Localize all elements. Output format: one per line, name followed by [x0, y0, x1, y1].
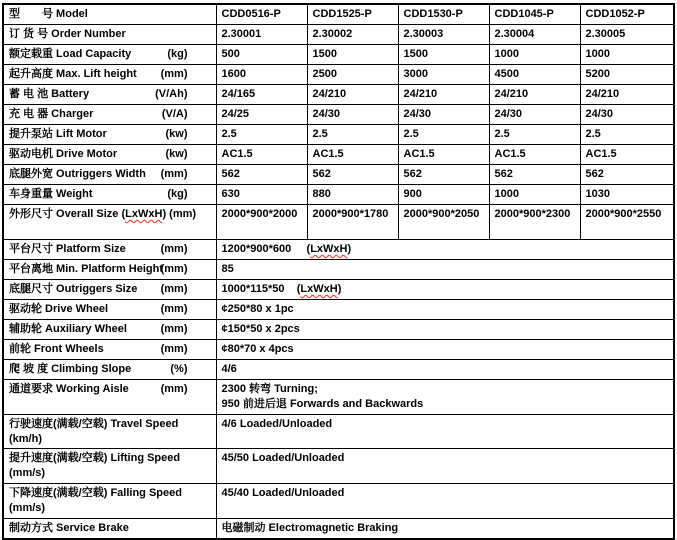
table-row-max-lift-height — [3, 65, 674, 85]
label-line — [9, 451, 214, 466]
value-text-outriggers-size-misspelled: LxWxH — [300, 283, 338, 295]
label-line — [9, 466, 214, 481]
value-load-capacity-col2: 1500 — [307, 45, 398, 65]
value-outriggers-width-col1: 562 — [216, 165, 307, 185]
value-order-number-col5: 2.30005 — [580, 25, 674, 45]
table-row-model — [3, 4, 674, 25]
row-label-battery — [3, 85, 216, 105]
label-text-charger: 充 电 器 Charger — [9, 108, 94, 120]
value-line — [222, 262, 672, 277]
value-falling-speed — [216, 484, 674, 519]
row-label-charger — [3, 105, 216, 125]
unit-label-load-capacity: (kg) — [167, 48, 188, 60]
unit-label-climbing-slope: (%) — [170, 363, 188, 375]
value-lift-motor-col1: 2.5 — [216, 125, 307, 145]
row-label-drive-wheel — [3, 300, 216, 320]
row-label-outriggers-width — [3, 165, 216, 185]
value-battery-col1: 24/165 — [216, 85, 307, 105]
row-label-climbing-slope — [3, 360, 216, 380]
row-label-drive-motor — [3, 145, 216, 165]
value-model-col1: CDD0516-P — [216, 4, 307, 25]
value-text-working-aisle: 2300 转弯 Turning; — [221, 383, 318, 395]
value-battery-col5: 24/210 — [580, 85, 674, 105]
table-row-drive-wheel — [3, 300, 674, 320]
label-text-service-brake: 制动方式 Service Brake — [9, 522, 129, 534]
label-text-auxiliary-wheel: 辅助轮 Auxiliary Wheel — [9, 323, 127, 335]
spec-table-body — [3, 4, 674, 539]
value-line — [222, 342, 672, 357]
value-text-front-wheels: ¢80*70 x 4pcs — [221, 343, 294, 355]
value-front-wheels — [216, 340, 674, 360]
value-outriggers-width-col5: 562 — [580, 165, 674, 185]
label-line — [9, 501, 214, 516]
label-text-model: 型 号 Model — [9, 8, 88, 20]
value-text-platform-size-misspelled: LxWxH — [310, 243, 348, 255]
value-drive-wheel — [216, 300, 674, 320]
label-text-overall-size: 外形尺寸 Overall Size ( — [9, 208, 126, 220]
row-label-outriggers-size — [3, 280, 216, 300]
value-text-lifting-speed: 45/50 Loaded/Unloaded — [221, 452, 345, 464]
unit-label-working-aisle: (mm) — [160, 383, 188, 395]
value-drive-motor-col2: AC1.5 — [307, 145, 398, 165]
value-lift-motor-col5: 2.5 — [580, 125, 674, 145]
label-text-falling-speed: (mm/s) — [9, 502, 46, 514]
table-row-weight — [3, 185, 674, 205]
value-order-number-col2: 2.30002 — [307, 25, 398, 45]
label-text-falling-speed: 下降速度(满载/空载) Falling Speed — [9, 487, 182, 499]
unit-label-front-wheels: (mm) — [160, 343, 188, 355]
value-line — [222, 451, 672, 466]
value-order-number-col3: 2.30003 — [398, 25, 489, 45]
unit-label-drive-wheel: (mm) — [160, 303, 188, 315]
label-text-outriggers-size: 底腿尺寸 Outriggers Size — [9, 283, 138, 295]
table-row-outriggers-size — [3, 280, 674, 300]
value-max-lift-height-col1: 1600 — [216, 65, 307, 85]
unit-label-max-lift-height: (mm) — [160, 68, 188, 80]
label-line — [9, 7, 214, 22]
value-model-col5: CDD1052-P — [580, 4, 674, 25]
value-travel-speed — [216, 415, 674, 449]
label-line — [9, 207, 214, 222]
label-text-load-capacity: 额定载重 Load Capacity — [9, 48, 132, 60]
value-line — [222, 322, 672, 337]
label-text-lifting-speed: (mm/s) — [9, 467, 46, 479]
value-weight-col2: 880 — [307, 185, 398, 205]
value-load-capacity-col1: 500 — [216, 45, 307, 65]
value-text-service-brake: 电磁制动 Electromagnetic Braking — [221, 522, 399, 534]
value-max-lift-height-col4: 4500 — [489, 65, 580, 85]
label-line — [9, 486, 214, 501]
value-text-working-aisle: 950 前进后退 Forwards and Backwards — [221, 398, 424, 410]
value-battery-col2: 24/210 — [307, 85, 398, 105]
value-text-outriggers-size: 1000*115*50 ( — [221, 283, 301, 295]
table-row-platform-size — [3, 240, 674, 260]
unit-label-charger: (V/A) — [161, 108, 188, 120]
unit-label-outriggers-size: (mm) — [160, 283, 188, 295]
value-outriggers-width-col4: 562 — [489, 165, 580, 185]
table-row-lift-motor — [3, 125, 674, 145]
value-line — [222, 486, 672, 501]
value-outriggers-size — [216, 280, 674, 300]
value-text-drive-wheel: ¢250*80 x 1pc — [221, 303, 294, 315]
value-line — [222, 242, 672, 257]
value-auxiliary-wheel — [216, 320, 674, 340]
value-line — [222, 397, 672, 412]
value-platform-size — [216, 240, 674, 260]
value-text-climbing-slope: 4/6 — [221, 363, 237, 375]
value-model-col4: CDD1045-P — [489, 4, 580, 25]
label-text-max-lift-height: 起升高度 Max. Lift height — [9, 68, 137, 80]
label-line — [9, 27, 214, 42]
value-text-outriggers-size: ) — [337, 283, 342, 295]
value-weight-col4: 1000 — [489, 185, 580, 205]
unit-label-platform-size: (mm) — [160, 243, 188, 255]
value-charger-col4: 24/30 — [489, 105, 580, 125]
value-max-lift-height-col3: 3000 — [398, 65, 489, 85]
value-max-lift-height-col2: 2500 — [307, 65, 398, 85]
value-load-capacity-col4: 1000 — [489, 45, 580, 65]
unit-label-min-platform-height: (mm) — [160, 263, 188, 275]
label-text-lift-motor: 提升泵站 Lift Motor — [9, 128, 107, 140]
label-text-platform-size: 平台尺寸 Platform Size — [9, 243, 126, 255]
value-charger-col5: 24/30 — [580, 105, 674, 125]
label-text-weight: 车身重量 Weight — [9, 188, 93, 200]
table-row-lifting-speed — [3, 449, 674, 484]
value-line — [222, 282, 672, 297]
table-row-front-wheels — [3, 340, 674, 360]
unit-label-outriggers-width: (mm) — [160, 168, 188, 180]
label-text-working-aisle: 通道要求 Working Aisle — [9, 383, 129, 395]
table-row-falling-speed — [3, 484, 674, 519]
unit-label-lift-motor: (kw) — [165, 128, 188, 140]
value-order-number-col1: 2.30001 — [216, 25, 307, 45]
value-text-auxiliary-wheel: ¢150*50 x 2pcs — [221, 323, 300, 335]
value-battery-col4: 24/210 — [489, 85, 580, 105]
row-label-model — [3, 4, 216, 25]
table-row-order-number — [3, 25, 674, 45]
label-text-overall-size: ) (mm) — [162, 208, 197, 220]
row-label-max-lift-height — [3, 65, 216, 85]
value-drive-motor-col1: AC1.5 — [216, 145, 307, 165]
label-text-min-platform-height: 平台离地 Min. Platform Height — [9, 263, 163, 275]
value-drive-motor-col3: AC1.5 — [398, 145, 489, 165]
unit-label-drive-motor: (kw) — [165, 148, 188, 160]
label-text-overall-size-misspelled: LxWxH — [125, 208, 163, 220]
value-overall-size-col2: 2000*900*1780 — [307, 205, 398, 240]
value-line — [222, 417, 672, 432]
row-label-travel-speed — [3, 415, 216, 449]
value-line — [222, 382, 672, 397]
spec-sheet — [2, 3, 675, 540]
unit-label-auxiliary-wheel: (mm) — [160, 323, 188, 335]
label-text-battery: 蓄 电 池 Battery — [9, 88, 90, 100]
row-label-load-capacity — [3, 45, 216, 65]
table-row-outriggers-width — [3, 165, 674, 185]
unit-label-weight: (kg) — [167, 188, 188, 200]
value-load-capacity-col3: 1500 — [398, 45, 489, 65]
row-label-overall-size — [3, 205, 216, 240]
value-load-capacity-col5: 1000 — [580, 45, 674, 65]
label-text-order-number: 订 货 号 Order Number — [9, 28, 126, 40]
value-battery-col3: 24/210 — [398, 85, 489, 105]
table-row-battery — [3, 85, 674, 105]
value-text-falling-speed: 45/40 Loaded/Unloaded — [221, 487, 345, 499]
row-label-working-aisle — [3, 380, 216, 415]
label-text-drive-motor: 驱动电机 Drive Motor — [9, 148, 118, 160]
unit-label-battery: (V/Ah) — [155, 88, 188, 100]
row-label-weight — [3, 185, 216, 205]
value-model-col2: CDD1525-P — [307, 4, 398, 25]
value-weight-col1: 630 — [216, 185, 307, 205]
value-line — [222, 302, 672, 317]
row-label-lifting-speed — [3, 449, 216, 484]
label-text-travel-speed: 行驶速度(满载/空载) Travel Speed (km/h) — [9, 418, 179, 445]
value-min-platform-height — [216, 260, 674, 280]
value-outriggers-width-col2: 562 — [307, 165, 398, 185]
value-max-lift-height-col5: 5200 — [580, 65, 674, 85]
value-text-min-platform-height: 85 — [221, 263, 234, 275]
label-text-lifting-speed: 提升速度(满载/空载) Lifting Speed — [9, 452, 181, 464]
label-text-front-wheels: 前轮 Front Wheels — [9, 343, 104, 355]
value-charger-col1: 24/25 — [216, 105, 307, 125]
table-row-drive-motor — [3, 145, 674, 165]
value-drive-motor-col5: AC1.5 — [580, 145, 674, 165]
value-lifting-speed — [216, 449, 674, 484]
value-working-aisle — [216, 380, 674, 415]
value-lift-motor-col2: 2.5 — [307, 125, 398, 145]
value-overall-size-col3: 2000*900*2050 — [398, 205, 489, 240]
row-label-front-wheels — [3, 340, 216, 360]
value-lift-motor-col4: 2.5 — [489, 125, 580, 145]
value-weight-col3: 900 — [398, 185, 489, 205]
value-charger-col3: 24/30 — [398, 105, 489, 125]
table-row-climbing-slope — [3, 360, 674, 380]
value-overall-size-col1: 2000*900*2000 — [216, 205, 307, 240]
value-order-number-col4: 2.30004 — [489, 25, 580, 45]
table-row-load-capacity — [3, 45, 674, 65]
value-weight-col5: 1030 — [580, 185, 674, 205]
table-row-overall-size — [3, 205, 674, 240]
value-overall-size-col5: 2000*900*2550 — [580, 205, 674, 240]
value-outriggers-width-col3: 562 — [398, 165, 489, 185]
row-label-auxiliary-wheel — [3, 320, 216, 340]
value-text-platform-size: 1200*900*600 ( — [221, 243, 311, 255]
row-label-lift-motor — [3, 125, 216, 145]
value-overall-size-col4: 2000*900*2300 — [489, 205, 580, 240]
row-label-order-number — [3, 25, 216, 45]
table-row-min-platform-height — [3, 260, 674, 280]
label-text-drive-wheel: 驱动轮 Drive Wheel — [9, 303, 109, 315]
label-text-outriggers-width: 底腿外宽 Outriggers Width — [9, 168, 146, 180]
table-row-charger — [3, 105, 674, 125]
row-label-min-platform-height — [3, 260, 216, 280]
value-drive-motor-col4: AC1.5 — [489, 145, 580, 165]
table-row-working-aisle — [3, 380, 674, 415]
label-text-climbing-slope: 爬 坡 度 Climbing Slope — [9, 363, 132, 375]
label-line — [9, 417, 214, 447]
row-label-platform-size — [3, 240, 216, 260]
value-line — [222, 362, 672, 377]
value-charger-col2: 24/30 — [307, 105, 398, 125]
value-climbing-slope — [216, 360, 674, 380]
table-row-travel-speed — [3, 415, 674, 449]
spec-table — [2, 3, 675, 540]
table-row-auxiliary-wheel — [3, 320, 674, 340]
value-lift-motor-col3: 2.5 — [398, 125, 489, 145]
value-text-travel-speed: 4/6 Loaded/Unloaded — [221, 418, 333, 430]
value-text-platform-size: ) — [347, 243, 352, 255]
value-model-col3: CDD1530-P — [398, 4, 489, 25]
row-label-falling-speed — [3, 484, 216, 519]
